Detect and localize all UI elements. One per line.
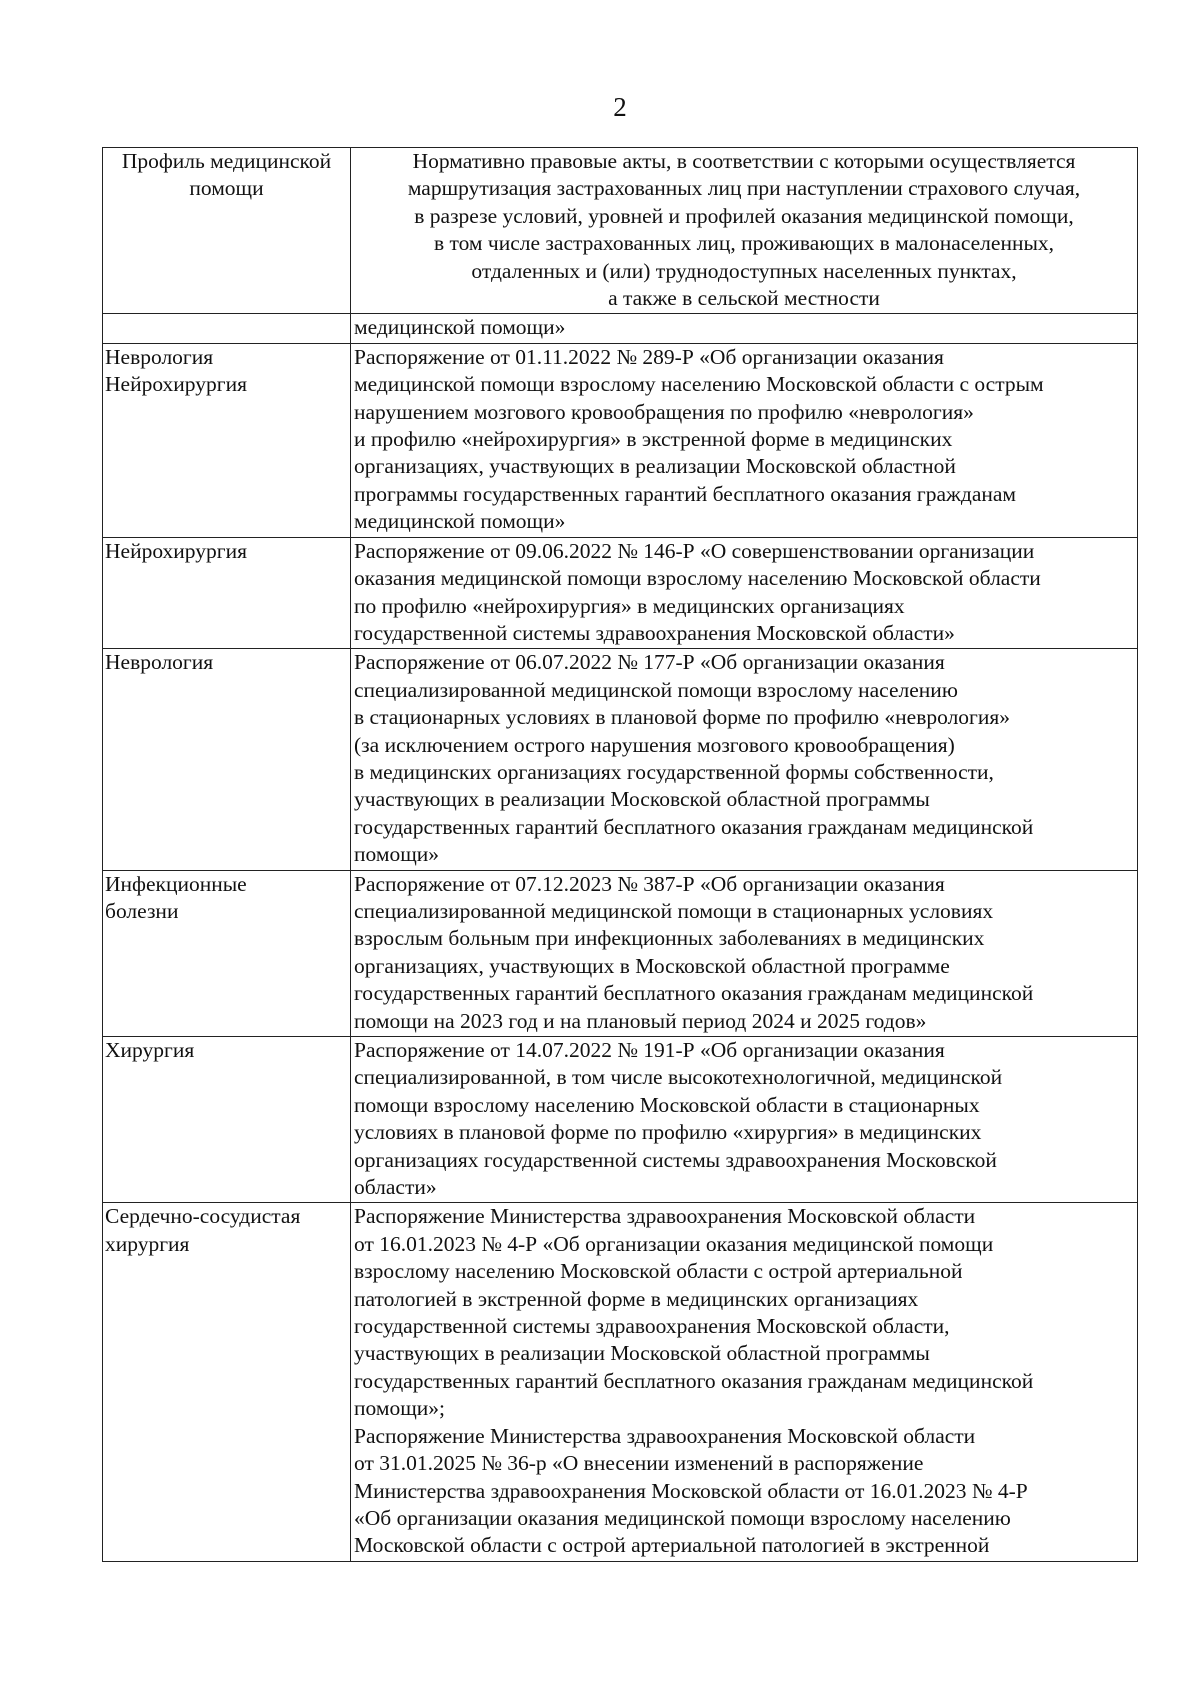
profile-cell — [103, 649, 351, 870]
profile-line: Нейрохирургия — [105, 538, 247, 563]
legal-act-line: медицинской помощи» — [354, 509, 566, 534]
table-body — [103, 148, 1138, 1562]
legal-act-line: Распоряжение от 09.06.2022 № 146-Р «О совершенствовании организации — [354, 538, 1035, 563]
legal-act-line: и профилю «нейрохирургия» в экстренной форме в медицинских — [354, 427, 953, 452]
legal-act-line: помощи на 2023 год и на плановый период 2024 и 2025 годов» — [354, 1008, 927, 1033]
legal-act-line: взрослому населению Московской области с острой артериальной — [354, 1259, 963, 1284]
legal-act-line: помощи» — [354, 842, 440, 867]
header-acts-line: в разрезе условий, уровней и профилей оказания медицинской помощи, — [414, 203, 1074, 228]
legal-act-line: области» — [354, 1175, 437, 1200]
legal-act-line: нарушением мозгового кровообращения по профилю «неврология» — [354, 399, 974, 424]
legal-act-line: Распоряжение от 06.07.2022 № 177-Р «Об организации оказания — [354, 650, 945, 675]
legal-act-cell — [351, 537, 1138, 649]
header-profile-line: помощи — [189, 176, 264, 201]
legal-act-line: организациях, участвующих в реализации Московской областной — [354, 454, 956, 479]
header-acts-line: а также в сельской местности — [608, 286, 880, 311]
legal-act-line: медицинской помощи» — [354, 315, 566, 340]
routing-acts-table — [102, 147, 1138, 1562]
legal-act-line: государственной системы здравоохранения Московской области, — [354, 1314, 950, 1339]
table-header-row — [103, 148, 1138, 314]
legal-act-line: «Об организации оказания медицинской помощи взрослому населению — [354, 1505, 1011, 1530]
header-profile-line: Профиль медицинской — [121, 149, 332, 173]
legal-act-line: Московской области с острой артериальной патологией в экстренной — [354, 1533, 990, 1558]
legal-act-line: помощи взрослому населению Московской области в стационарных — [354, 1092, 980, 1117]
profile-line: Хирургия — [105, 1038, 195, 1062]
legal-act-cell — [351, 870, 1138, 1036]
profile-cell — [103, 1037, 351, 1203]
legal-act-cell — [351, 1037, 1138, 1203]
legal-act-cell — [351, 1203, 1138, 1561]
table-row — [103, 870, 1138, 1036]
legal-act-line: специализированной медицинской помощи в стационарных условиях — [354, 898, 994, 923]
profile-cell — [103, 870, 351, 1036]
legal-act-line: Распоряжение от 01.11.2022 № 289-Р «Об организации оказания — [354, 344, 944, 369]
legal-act-cell — [351, 314, 1138, 343]
legal-act-line: в медицинских организациях государственной формы собственности, — [354, 759, 994, 784]
legal-act-line: по профилю «нейрохирургия» в медицинских организациях — [354, 593, 905, 618]
legal-act-line: участвующих в реализации Московской областной программы — [354, 787, 930, 812]
header-acts-line: в том числе застрахованных лиц, проживающих в малонаселенных, — [433, 231, 1055, 256]
profile-line: Неврология — [105, 344, 214, 369]
legal-act-line: программы государственных гарантий бесплатного оказания гражданам — [354, 481, 1017, 506]
table-row — [103, 1037, 1138, 1203]
legal-act-line: организациях государственной системы здравоохранения Московской — [354, 1147, 997, 1172]
legal-act-line: (за исключением острого нарушения мозгового кровообращения) — [354, 732, 955, 757]
legal-act-line: в стационарных условиях в плановой форме по профилю «неврология» — [354, 705, 1011, 730]
profile-line: хирургия — [105, 1231, 190, 1256]
legal-act-line: Распоряжение от 07.12.2023 № 387-Р «Об организации оказания — [354, 871, 945, 896]
legal-act-line: взрослым больным при инфекционных заболеваниях в медицинских — [354, 926, 985, 951]
header-acts-line: Нормативно правовые акты, в соответствии с которыми осуществляется — [412, 149, 1076, 173]
legal-act-cell — [351, 649, 1138, 870]
legal-act-line: от 31.01.2025 № 36-р «О внесении изменений в распоряжение — [354, 1451, 924, 1476]
table-row — [103, 649, 1138, 870]
legal-act-cell — [351, 343, 1138, 537]
legal-act-line: Распоряжение Министерства здравоохранения Московской области — [354, 1423, 976, 1448]
legal-act-line: специализированной, в том числе высокотехнологичной, медицинской — [354, 1065, 1003, 1090]
profile-line: Неврология — [105, 650, 214, 675]
legal-act-line: условиях в плановой форме по профилю «хирургия» в медицинских — [354, 1120, 982, 1145]
page-number: 2 — [613, 92, 627, 122]
profile-line: Нейрохирургия — [105, 372, 247, 397]
legal-act-line: медицинской помощи взрослому населению Московской области с острым — [354, 372, 1044, 397]
header-profile-cell — [103, 148, 351, 314]
header-acts-line: отдаленных и (или) труднодоступных населенных пунктах, — [471, 258, 1017, 283]
profile-cell — [103, 314, 351, 343]
legal-act-line: государственных гарантий бесплатного оказания гражданам медицинской — [354, 981, 1034, 1006]
legal-act-line: государственной системы здравоохранения Московской области» — [354, 620, 955, 645]
table-row — [103, 1203, 1138, 1561]
legal-act-line: специализированной медицинской помощи взрослому населению — [354, 677, 958, 702]
legal-act-line: помощи»; — [354, 1396, 445, 1421]
legal-act-line: организациях, участвующих в Московской областной программе — [354, 953, 950, 978]
profile-cell — [103, 343, 351, 537]
table-row — [103, 343, 1138, 537]
profile-cell — [103, 1203, 351, 1561]
legal-act-line: патологией в экстренной форме в медицинских организациях — [354, 1286, 919, 1311]
legal-act-line: государственных гарантий бесплатного оказания гражданам медицинской — [354, 1368, 1034, 1393]
legal-act-line: Распоряжение Министерства здравоохранения Московской области — [354, 1204, 976, 1229]
profile-line: Инфекционные — [105, 871, 247, 896]
header-acts-cell — [351, 148, 1138, 314]
profile-cell — [103, 537, 351, 649]
header-acts-line: маршрутизация застрахованных лиц при наступлении страхового случая, — [407, 176, 1081, 201]
legal-act-line: от 16.01.2023 № 4-Р «Об организации оказания медицинской помощи — [354, 1231, 994, 1256]
legal-act-line: Министерства здравоохранения Московской области от 16.01.2023 № 4-Р — [354, 1478, 1028, 1503]
legal-act-line: оказания медицинской помощи взрослому населению Московской области — [354, 566, 1041, 591]
table-row — [103, 314, 1138, 343]
profile-line: Сердечно-сосудистая — [105, 1204, 301, 1229]
legal-act-line: Распоряжение от 14.07.2022 № 191-Р «Об организации оказания — [354, 1038, 945, 1062]
profile-line: болезни — [105, 898, 179, 923]
legal-act-line: участвующих в реализации Московской областной программы — [354, 1341, 930, 1366]
table-row — [103, 537, 1138, 649]
legal-act-line: государственных гарантий бесплатного оказания гражданам медицинской — [354, 814, 1034, 839]
